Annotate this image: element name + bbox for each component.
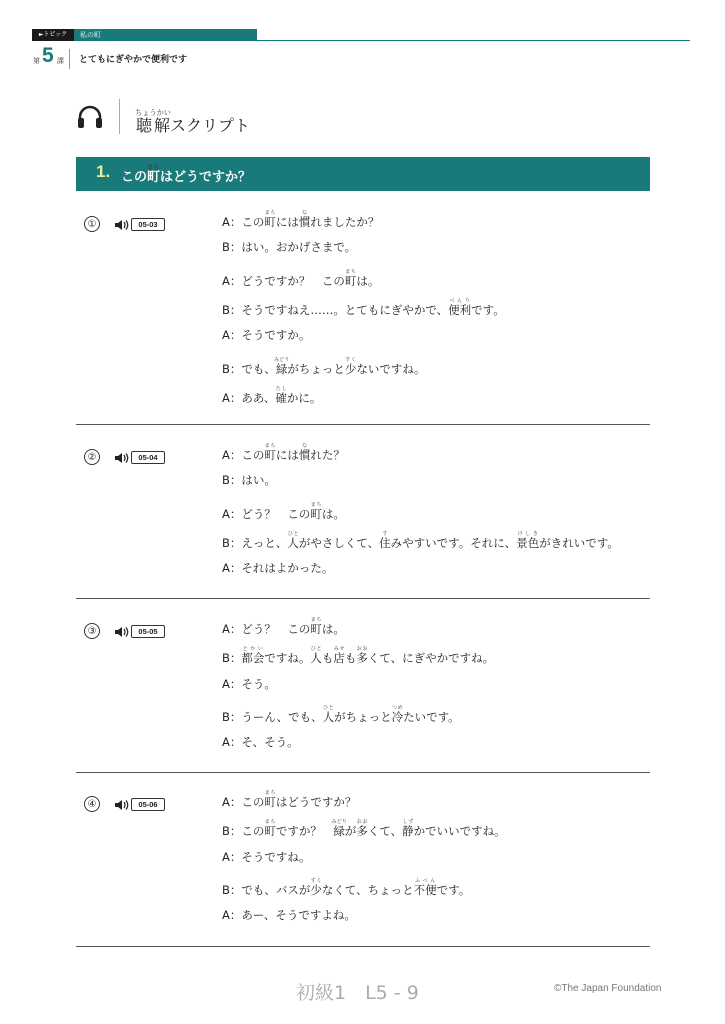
audio-code: 05-03 (131, 218, 165, 231)
dialog-line: A：ああ、確たしかに。 (222, 385, 322, 405)
part-title: この町まちはどうですか？ (121, 165, 252, 185)
section-title-rest: スクリプト (169, 116, 250, 135)
section-divider (119, 99, 120, 134)
section-title (135, 108, 250, 136)
dialog-line: A：そうですか。 (222, 328, 311, 343)
page-level: 初級1 L5 - 9 (296, 982, 419, 1004)
dialog-line: B：でも、バスが少すくなくて、ちょっと不便ふべんです。 (222, 877, 471, 897)
dialog-3 (76, 617, 650, 773)
ruby-word: 人ひと (322, 704, 335, 724)
dialog-number: ③ (84, 623, 100, 639)
section-title-kanji: 聴解ちょうかい (135, 108, 171, 135)
headphones-icon (76, 104, 104, 130)
speaker-icon (114, 799, 130, 811)
ruby-word: 確たし (275, 385, 287, 405)
lesson-divider (69, 49, 70, 69)
ruby-word: 不便ふべん (413, 877, 437, 897)
audio-code: 05-05 (131, 625, 165, 638)
dialog-line: A：この町まちには慣なれましたか？ (222, 210, 380, 229)
ruby-word: 町まち (344, 268, 357, 288)
dialog-1 (76, 210, 650, 425)
ruby-word: 人ひと (287, 530, 299, 550)
dialog-line: B：都会とかいですね。人ひとも店みせも多おおくて、にぎやかですね。 (222, 646, 495, 666)
dialog-4 (76, 790, 650, 947)
dialog-line: B：えっと、人ひとがやさしくて、住すみやすいです。それに、景色けしきがきれいです。 (222, 530, 619, 550)
ruby-word: 都会とかい (241, 646, 265, 666)
lesson-suffix: 課 (57, 57, 64, 65)
ruby-word: 町まち (310, 617, 322, 636)
ruby-word: 町まち (310, 501, 322, 521)
dialog-line: B：うーん、でも、人ひとがちょっと冷つめたいです。 (222, 704, 460, 724)
ruby-word: 町まち (264, 210, 276, 229)
ruby-word: 町まち (264, 819, 276, 839)
header-rule (257, 40, 690, 41)
dialog-line: A：あー、そうですよね。 (222, 908, 356, 923)
dialog-line: A：そ、そう。 (222, 735, 299, 750)
topic-label: ►トピック (32, 29, 74, 41)
dialog-number: ② (84, 449, 100, 465)
copyright: ©The Japan Foundation (554, 983, 662, 994)
dialog-line: A：そう。 (222, 676, 276, 691)
lesson-number: 5 (42, 44, 54, 67)
dialog-2 (76, 443, 650, 599)
ruby-word: 少すく (344, 356, 357, 376)
topic-name: 私の町 (74, 29, 257, 41)
dialog-line: A：この町まちには慣なれた？ (222, 443, 345, 462)
lesson-title: とてもにぎやかで便利です (79, 55, 188, 65)
topic-header (32, 29, 690, 43)
dialog-line: A：そうですね。 (222, 849, 311, 864)
ruby-word: 少すく (310, 877, 322, 897)
audio-code: 05-06 (131, 798, 165, 811)
ruby-word: 便利べんり (448, 297, 472, 317)
ruby-word: 冷つめ (391, 704, 404, 724)
speaker-icon (114, 626, 130, 638)
ruby-word: 静しず (402, 819, 414, 839)
dialog-number: ① (84, 216, 100, 232)
ruby-word: 多おお (356, 646, 368, 666)
ruby-word: 緑みどり (331, 819, 347, 839)
dialog-line: B：はい。 (222, 473, 276, 488)
dialog-line: B：この町まちですか？ 緑みどりが多おおくて、静しずかでいいですね。 (222, 819, 506, 839)
dialog-line: B：でも、緑みどりがちょっと少すくないですね。 (222, 356, 426, 376)
dialog-line: A：どう？ この町まちは。 (222, 617, 345, 636)
ruby-word: 緑みどり (273, 356, 290, 376)
dialog-line: B：そうですねえ……。とてもにぎやかで、便利べんりです。 (222, 297, 505, 317)
part-banner (76, 157, 650, 191)
dialog-number: ④ (84, 796, 100, 812)
ruby-word: 町まち (264, 443, 276, 462)
dialog-line: A：どう？ この町まちは。 (222, 501, 345, 521)
part-number: 1. (96, 162, 111, 181)
dialog-line: B：はい。おかげさまで。 (222, 240, 357, 255)
speaker-icon (114, 452, 130, 464)
audio-code: 05-04 (131, 451, 165, 464)
ruby-word: 景色けしき (516, 530, 540, 550)
ruby-word: 町まち (264, 790, 276, 809)
dialog-line: A：どうですか？ この町まちは。 (222, 268, 380, 288)
ruby-word: 慣な (298, 210, 311, 229)
dialog-line: A：それはよかった。 (222, 561, 334, 576)
ruby-word: 店みせ (333, 646, 345, 666)
dialog-line: A：この町まちはどうですか？ (222, 790, 357, 809)
ruby-word: 慣な (298, 443, 311, 462)
ruby-word: 住す (379, 530, 391, 550)
ruby-word: 人ひと (310, 646, 322, 666)
ruby-word: 多おお (356, 819, 368, 839)
speaker-icon (114, 219, 130, 231)
lesson-prefix: 第 (33, 57, 40, 65)
